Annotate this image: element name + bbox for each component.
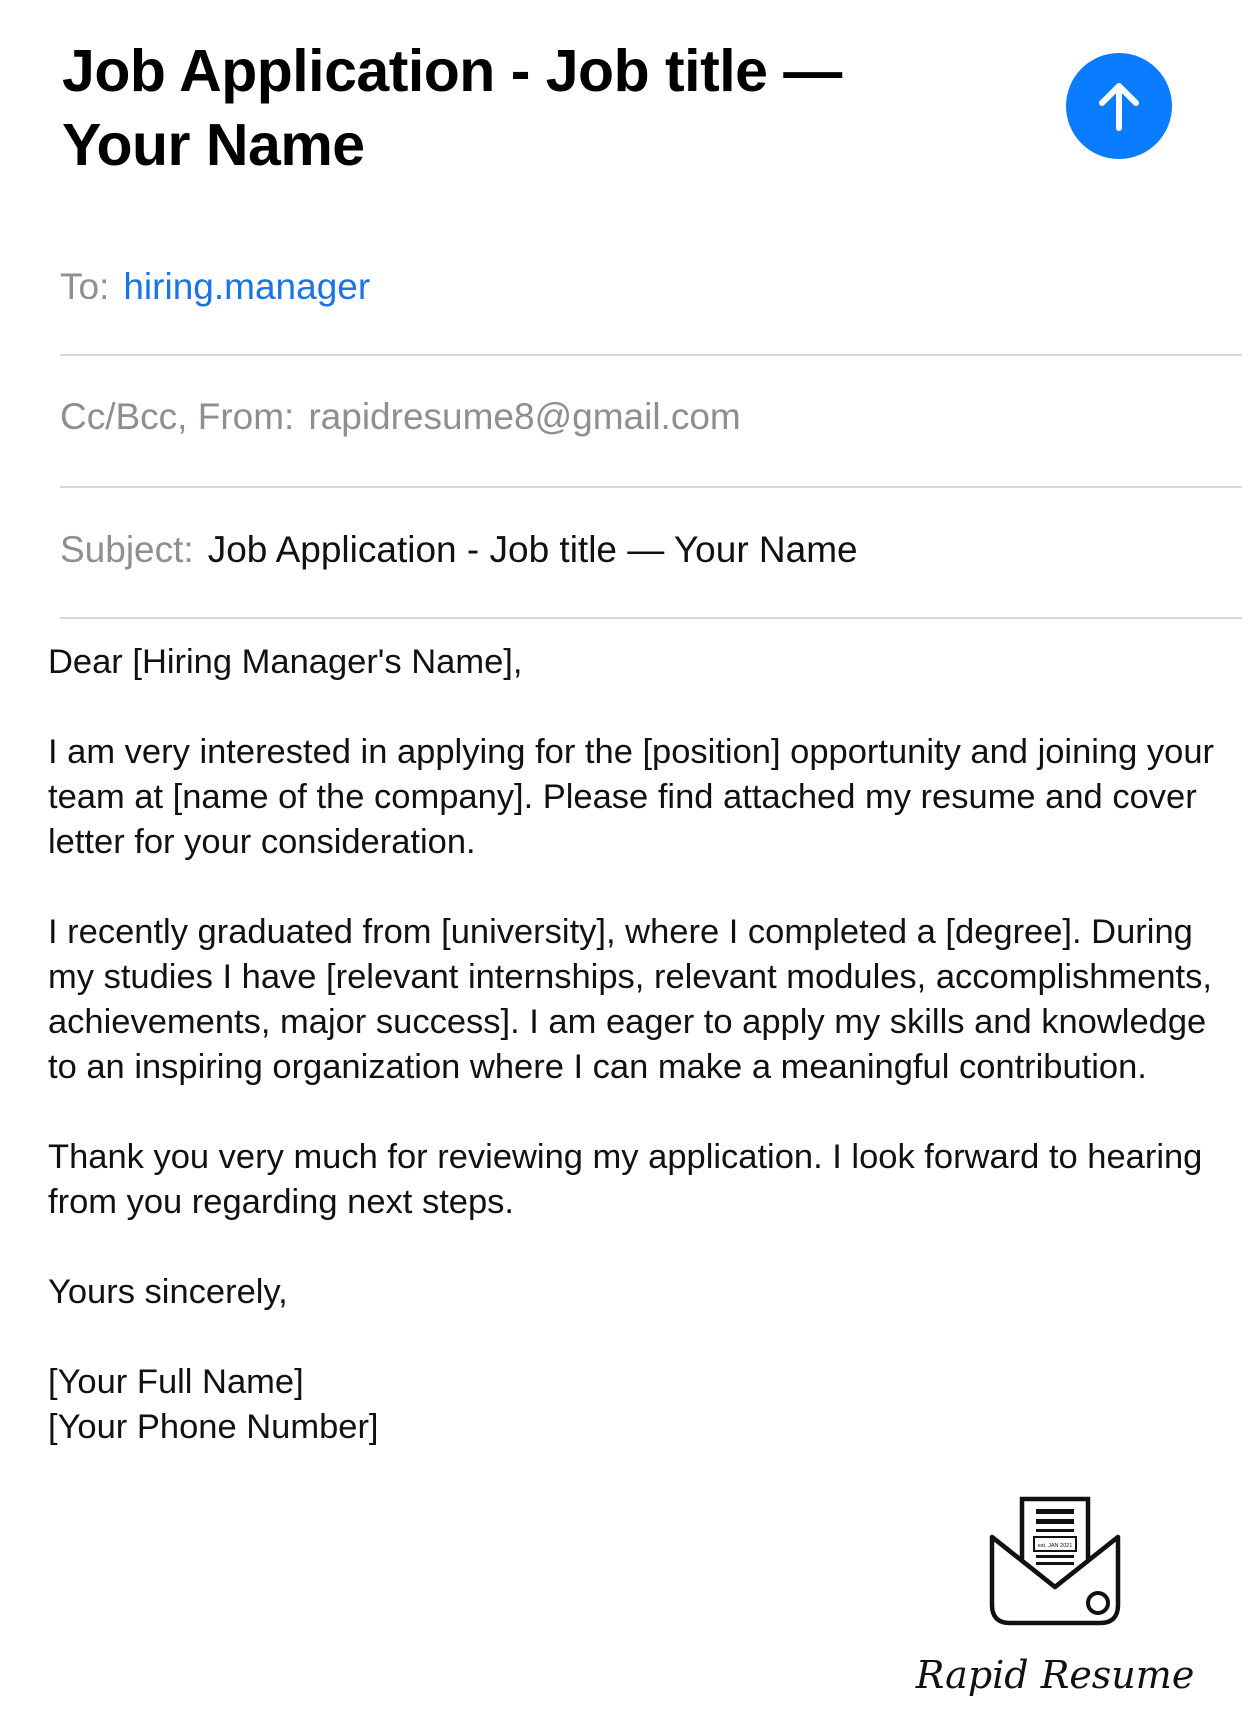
divider [60,617,1242,619]
greeting: Dear [Hiring Manager's Name], [48,643,523,681]
closing: Yours sincerely, [48,1273,288,1311]
subject-label: Subject: [60,529,194,570]
cc-bcc-from-label: Cc/Bcc, From: [60,396,295,437]
body-paragraph-1: I am very interested in applying for the [position] opportunity and joining your team at [name of the company]. Please find attached my resume and cover letter for your consideration. [48,733,1215,861]
message-body[interactable] [48,640,1228,1450]
to-field[interactable] [60,266,1242,308]
cc-bcc-from-field[interactable] [60,396,1242,438]
from-address[interactable]: rapidresume8@gmail.com [308,396,741,437]
signature-name: [Your Full Name] [48,1363,304,1401]
divider [60,354,1242,356]
body-paragraph-2: I recently graduated from [university], where I completed a [degree]. During my studies I have [relevant internships, relevant modules, accomplishments, achievements, major success]. I am eager to apply my skills and knowledge to an inspiring organization where I can make a meaningful contribution. [48,913,1212,1086]
recipient-token[interactable]: hiring.manager [123,266,371,307]
subject-input[interactable]: Job Application - Job title — Your Name [207,529,858,570]
divider [60,486,1242,488]
page-title [62,34,962,182]
subject-field[interactable] [60,529,1242,571]
rapid-resume-logo [915,1495,1195,1710]
arrow-up-icon [1091,78,1147,134]
send-button[interactable] [1066,53,1172,159]
logo-wordmark: Rapid Resume [915,1653,1195,1697]
logo-badge-text: est. JAN 2021 [1037,1543,1073,1549]
envelope-resume-icon [915,1495,1195,1710]
to-label: To: [60,266,110,307]
title-line-1: Job Application - Job title — [62,38,842,104]
title-line-2: Your Name [62,112,365,178]
body-paragraph-3: Thank you very much for reviewing my application. I look forward to hearing from you regarding next steps. [48,1138,1203,1221]
signature-phone: [Your Phone Number] [48,1408,379,1446]
